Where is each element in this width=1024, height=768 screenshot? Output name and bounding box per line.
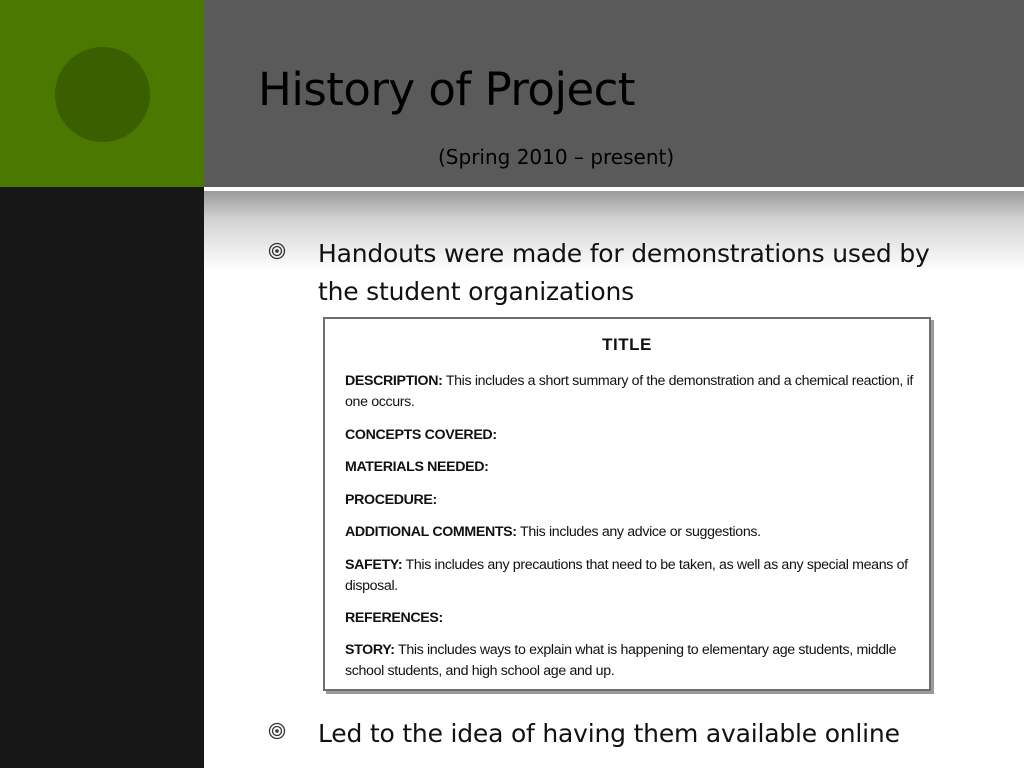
bullet-text: Handouts were made for demonstrations used by the student organizations <box>318 239 930 306</box>
bullet-item <box>268 715 968 753</box>
field-text: This includes ways to explain what is happening to elementary age students, middle school students, and high school age and up. <box>345 642 897 679</box>
bullet-item <box>268 235 968 311</box>
field-text: This includes any advice or suggestions. <box>520 524 761 540</box>
handout-title: TITLE <box>602 335 652 354</box>
slide-subtitle: (Spring 2010 – present) <box>438 145 675 169</box>
handout-field-procedure <box>345 490 925 511</box>
field-label: SAFETY: <box>345 557 403 573</box>
handout-field-story <box>345 640 925 682</box>
field-label: CONCEPTS COVERED: <box>345 427 497 443</box>
handout-template-image <box>323 317 931 691</box>
field-label: MATERIALS NEEDED: <box>345 459 489 475</box>
decorative-circle <box>55 47 150 142</box>
handout-field-references <box>345 608 925 629</box>
field-label: ADDITIONAL COMMENTS: <box>345 524 517 540</box>
field-label: REFERENCES: <box>345 610 443 626</box>
field-label: DESCRIPTION: <box>345 373 443 389</box>
slide-title: History of Project <box>258 63 636 116</box>
target-bullet-icon <box>268 235 318 264</box>
field-label: STORY: <box>345 642 395 658</box>
handout-field-concepts <box>345 425 925 446</box>
field-label: PROCEDURE: <box>345 492 437 508</box>
field-text: This includes any precautions that need to be taken, as well as any special means of disposal. <box>345 557 908 594</box>
handout-field-materials <box>345 457 925 478</box>
handout-field-safety <box>345 555 925 597</box>
handout-field-description <box>345 371 925 413</box>
target-bullet-icon <box>268 715 318 744</box>
bullet-text: Led to the idea of having them available online <box>318 719 900 748</box>
handout-field-additional-comments <box>345 522 925 543</box>
field-text: This includes a short summary of the demonstration and a chemical reaction, if one occurs. <box>345 373 913 410</box>
